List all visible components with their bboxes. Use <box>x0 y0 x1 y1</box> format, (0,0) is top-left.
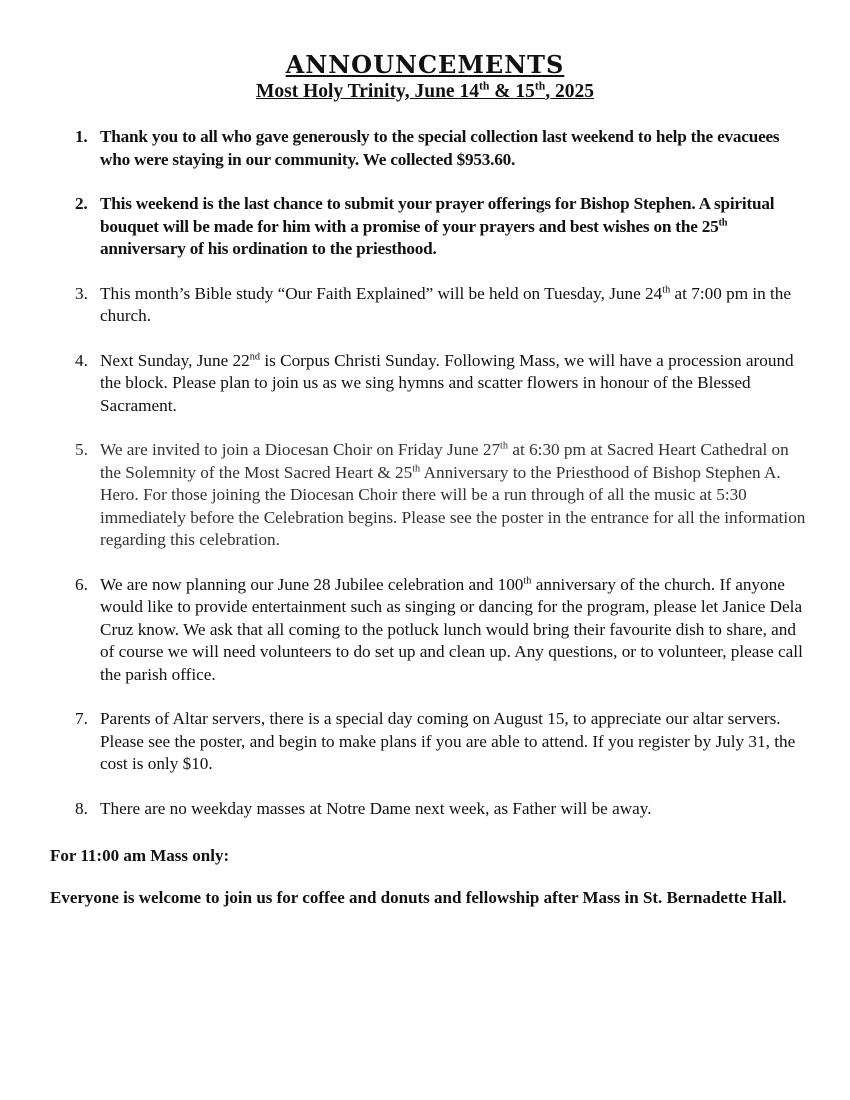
item-text: Parents of Altar servers, there is a special day coming on August 15, to appreciate our altar servers. Please see the poster, and begin to make plans if you are able to attend. If you register by July 31, the cost is only $10. <box>100 709 796 773</box>
footer-text: Everyone is welcome to join us for coffee and donuts and fellowship after Mass in St. Bernadette Hall. <box>50 888 787 907</box>
item-text: This weekend is the last chance to submit your prayer offerings for Bishop Stephen. A spiritual bouquet will be made for him with a promise of your prayers and best wishes on the 25 <box>100 194 775 236</box>
subtitle-text: , 2025 <box>545 81 595 102</box>
item-text: We are invited to join a Diocesan Choir on Friday June 27 <box>100 440 501 459</box>
item-text: Thank you to all who gave generously to the special collection last weekend to help the evacuees who were staying in our community. We collected $953.60. <box>100 127 780 169</box>
footer-heading: For 11:00 am Mass only: <box>50 846 230 865</box>
item-number: 6. <box>75 574 88 594</box>
item-superscript: th <box>718 216 728 228</box>
page-subtitle <box>0 78 850 106</box>
announcement-list <box>60 126 810 842</box>
item-text: at 6:30 pm at Sacred Heart Cathedral on the Solemnity of the Most Sacred Heart & 25 <box>100 440 789 482</box>
subtitle-text: & 15 <box>489 81 535 102</box>
item-number: 8. <box>75 798 88 818</box>
item-text: Next Sunday, June 22 <box>100 350 250 370</box>
announcement-item <box>60 350 810 418</box>
item-text: Anniversary to the Priesthood of Bishop Stephen A. Hero. For those joining the Diocesan Choir there will be a run through of all the music at 5:30 immediately before the Celebration begins. Please see the poster in the entrance for all the information regarding this celebration. <box>100 462 806 549</box>
item-text: anniversary of his ordination to the priesthood. <box>100 239 437 258</box>
announcement-item <box>60 439 810 552</box>
page-title: ANNOUNCEMENTS <box>285 50 565 79</box>
item-number: 3. <box>75 283 88 303</box>
item-text: at 7:00 pm in the church. <box>100 283 792 325</box>
item-superscript: th <box>500 440 509 452</box>
item-superscript: nd <box>249 350 261 362</box>
item-text: We are now planning our June 28 Jubilee celebration and 100 <box>100 574 524 594</box>
subtitle-superscript: th <box>478 79 490 93</box>
item-number: 5. <box>75 440 88 459</box>
item-number: 7. <box>75 709 88 728</box>
announcement-item <box>60 798 810 821</box>
announcement-item <box>60 193 810 261</box>
item-superscript: th <box>662 283 671 295</box>
announcement-item <box>60 126 810 171</box>
item-text: is Corpus Christi Sunday. Following Mass, we will have a procession around the block. Please plan to join us as we sing hymns and scatter flowers in honour of the Blessed Sacrament. <box>100 350 794 415</box>
announcement-item <box>60 708 810 776</box>
item-text: anniversary of the church. If anyone would like to provide entertainment such as singing or dancing for the program, please let Janice Dela Cruz know. We ask that all coming to the potluck lunch would bring their favourite dish to share, and of course we will need volunteers to do set up and clean up. Any questions, or to volunteer, please call the parish office. <box>100 574 803 684</box>
subtitle-superscript: th <box>534 79 546 93</box>
item-text: There are no weekday masses at Notre Dame next week, as Father will be away. <box>100 798 652 818</box>
item-superscript: th <box>412 462 421 474</box>
item-number: 2. <box>75 194 88 213</box>
item-number: 4. <box>75 350 88 370</box>
item-number: 1. <box>75 127 88 146</box>
item-superscript: th <box>523 574 532 586</box>
announcement-item <box>60 574 810 687</box>
item-text: This month’s Bible study “Our Faith Explained” will be held on Tuesday, June 24 <box>100 283 663 303</box>
announcement-item <box>60 283 810 328</box>
subtitle-text: Most Holy Trinity, June 14 <box>255 81 479 102</box>
